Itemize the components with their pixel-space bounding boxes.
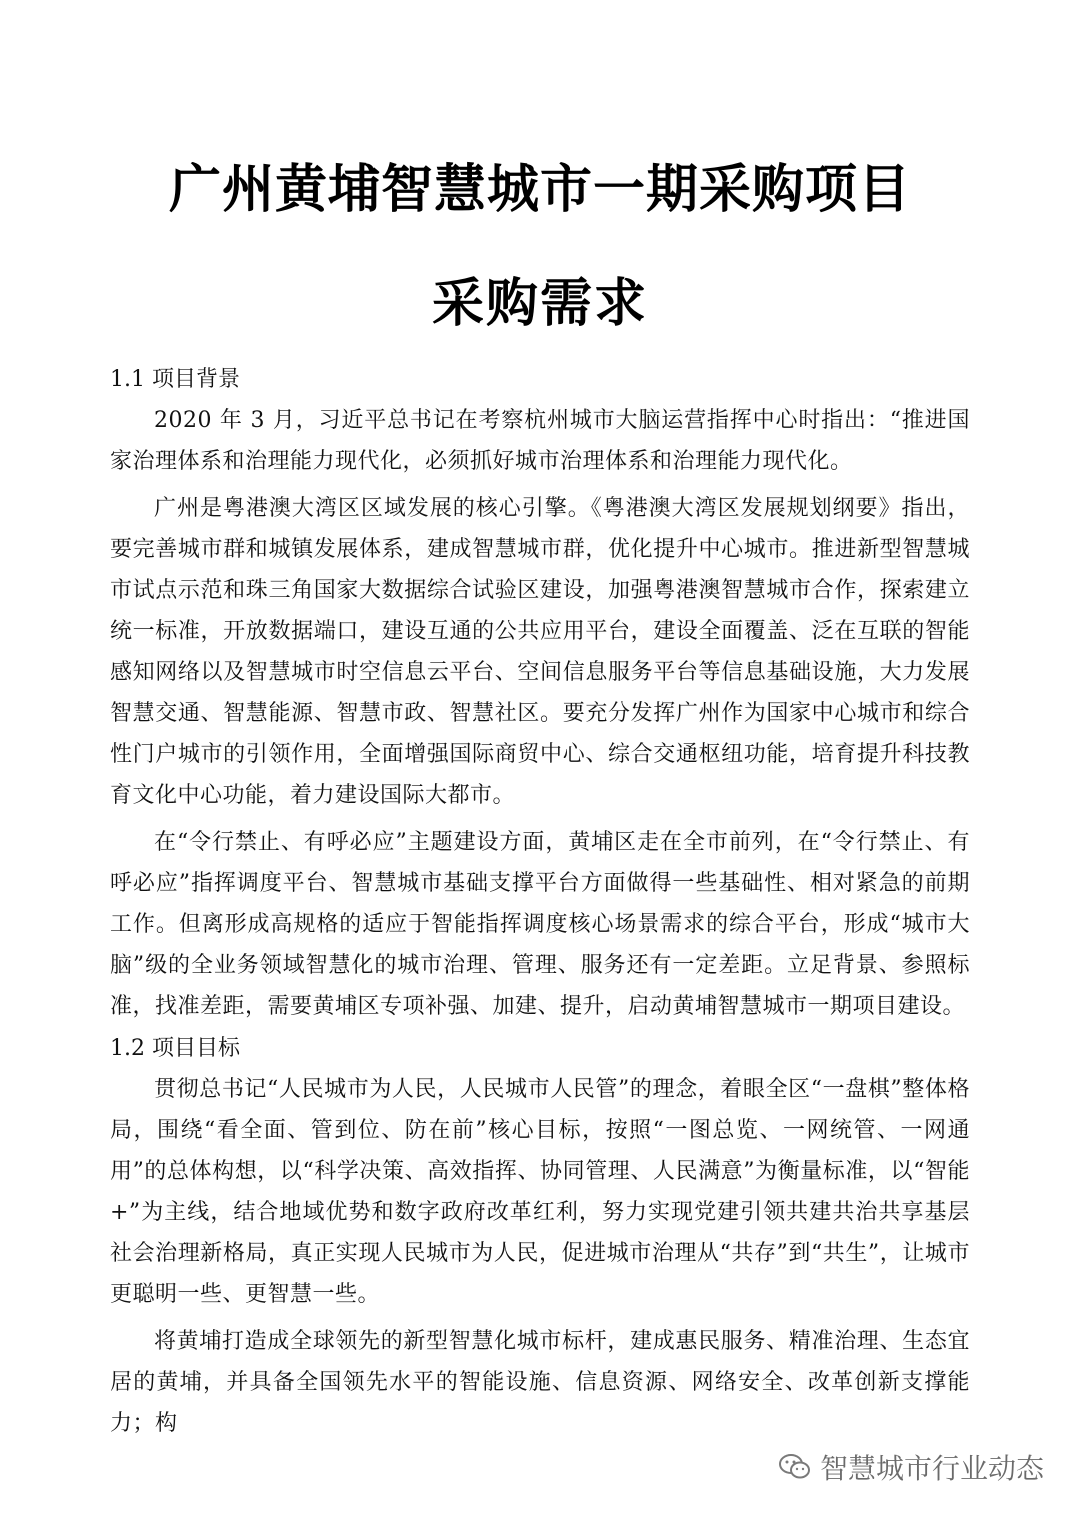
paragraph: 在“令行禁止、有呼必应”主题建设方面，黄埔区走在全市前列，在“令行禁止、有呼必应”指挥调度平台、智慧城市基础支撑平台方面做得一些基础性、相对紧急的前期工作。但离形成高规格的适应于智能指挥调度核心场景需求的综合平台，形成“城市大脑”级的全业务领域智慧化的城市治理、管理、服务还有一定差距。立足背景、参照标准，找准差距，需要黄埔区专项补强、加建、提升，启动黄埔智慧城市一期项目建设。 bbox=[110, 830, 970, 1019]
watermark bbox=[778, 1447, 1044, 1487]
section-heading: 1.1 项目背景 bbox=[110, 367, 240, 392]
section-background bbox=[110, 360, 970, 1027]
watermark-text: 智慧城市行业动态 bbox=[819, 1452, 1044, 1485]
wechat-icon bbox=[778, 1452, 812, 1482]
paragraph: 将黄埔打造成全球领先的新型智慧化城市标杆，建成惠民服务、精准治理、生态宜居的黄埔，并具备全国领先水平的智能设施、信息资源、网络安全、改革创新支撑能力；构 bbox=[110, 1329, 970, 1436]
section-heading: 1.2 项目目标 bbox=[110, 1036, 240, 1061]
paragraph: 贯彻总书记“人民城市为人民，人民城市人民管”的理念，着眼全区“一盘棋”整体格局，围绕“看全面、管到位、防在前”核心目标，按照“一图总览、一网统管、一网通用”的总体构想，以“科学决策、高效指挥、协同管理、人民满意”为衡量标准，以“智能+”为主线，结合地域优势和数字政府改革红利，努力实现党建引领共建共治共享基层社会治理新格局，真正实现人民城市为人民，促进城市治理从“共存”到“共生”，让城市更聪明一些、更智慧一些。 bbox=[110, 1077, 970, 1307]
document-title-line1: 广州黄埔智慧城市一期采购项目 bbox=[168, 160, 911, 220]
paragraph: 2020 年 3 月，习近平总书记在考察杭州城市大脑运营指挥中心时指出：“推进国家治理体系和治理能力现代化，必须抓好城市治理体系和治理能力现代化。 bbox=[110, 408, 970, 474]
document-body bbox=[110, 360, 970, 1446]
paragraph: 广州是粤港澳大湾区区域发展的核心引擎。《粤港澳大湾区发展规划纲要》指出，要完善城市群和城镇发展体系，建成智慧城市群，优化提升中心城市。推进新型智慧城市试点示范和珠三角国家大数据综合试验区建设，加强粤港澳智慧城市合作，探索建立统一标准，开放数据端口，建设互通的公共应用平台，建设全面覆盖、泛在互联的智能感知网络以及智慧城市时空信息云平台、空间信息服务平台等信息基础设施，大力发展智慧交通、智慧能源、智慧市政、智慧社区。要充分发挥广州作为国家中心城市和综合性门户城市的引领作用，全面增强国际商贸中心、综合交通枢纽功能，培育提升科技教育文化中心功能，着力建设国际大都市。 bbox=[110, 496, 970, 808]
document-title-line2: 采购需求 bbox=[431, 274, 648, 334]
section-objectives bbox=[110, 1029, 970, 1444]
